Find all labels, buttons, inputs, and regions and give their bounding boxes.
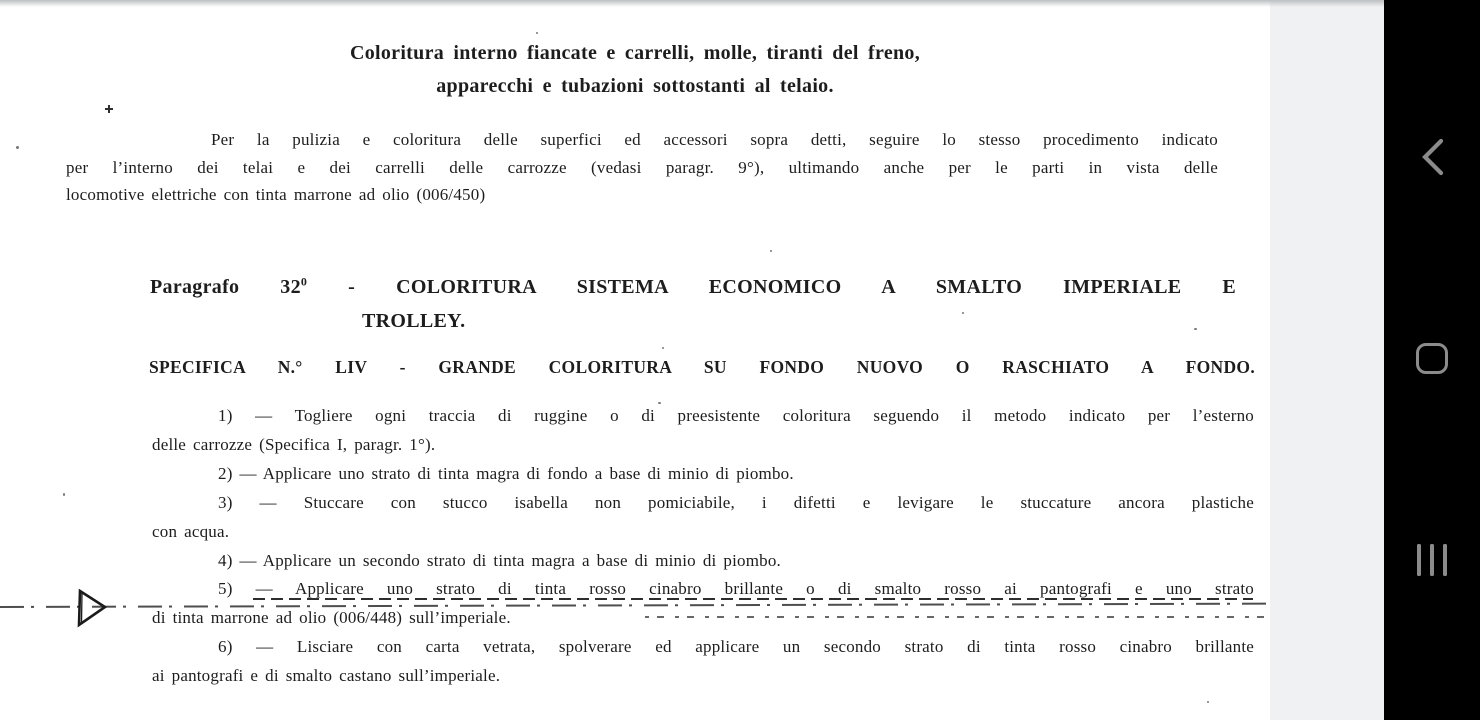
scan-speck: [63, 493, 65, 496]
scan-speck: [770, 250, 772, 252]
document-title-line-2: apparecchi e tubazioni sottostanti al telaio.: [436, 75, 834, 97]
pencil-dashed-underline: [253, 598, 1253, 600]
app-background: [1270, 0, 1384, 720]
item-3-line-1: 3) — Stuccare con stucco isabella non pomiciabile, i difetti e levigare le stuccature ancora plastiche: [218, 492, 1254, 512]
item-3-line-2: con acqua.: [152, 521, 230, 541]
back-chevron-icon: [1419, 137, 1445, 177]
home-button[interactable]: [1384, 330, 1480, 386]
scan-cross-mark: [105, 105, 113, 113]
numbered-list: [152, 402, 1254, 691]
paragraph-32-heading: [150, 270, 1236, 338]
scan-speck: [1194, 328, 1197, 330]
item-6-line-2: ai pantografi e di smalto castano sull’imperiale.: [152, 666, 501, 686]
item-1-line-1: 1) — Togliere ogni traccia di ruggine o di preesistente coloritura seguendo il metodo indicato per l’esterno: [218, 406, 1254, 425]
android-navigation-bar: [1384, 0, 1480, 720]
scan-speck: [962, 312, 964, 314]
paragraph-32-heading-line-2: TROLLEY.: [362, 310, 466, 332]
intro-line-2: per l’interno dei telai e dei carrelli delle carrozze (vedasi paragr. 9°), ultimando anche per le parti in vista delle: [66, 157, 1218, 177]
paragraph-32-title: COLORITURA SISTEMA ECONOMICO A SMALTO IMPERIALE E: [396, 276, 1236, 298]
paragraph-32-superscript: 0: [300, 274, 308, 289]
item-6-line-1: 6) — Lisciare con carta vetrata, spolverare ed applicare un secondo strato di tinta rosso cinabro brillante: [218, 637, 1254, 657]
pencil-dotted-line: [645, 616, 1270, 618]
scan-speck: [1207, 701, 1209, 703]
back-button[interactable]: [1384, 129, 1480, 185]
hand-drawn-arrow-marker: [72, 588, 110, 630]
scan-speck: [536, 32, 538, 34]
item-5-line-1: 5) — Applicare uno strato di tinta rosso cinabro brillante o di smalto rosso ai pantografi e uno strato: [218, 579, 1254, 599]
recent-apps-icon: [1417, 544, 1447, 576]
paragraph-32-separator: -: [307, 276, 397, 298]
scan-speck: [662, 347, 664, 349]
scan-speck: [658, 402, 661, 404]
specifica-heading: SPECIFICA N.° LIV - GRANDE COLORITURA SU FONDO NUOVO O RASCHIATO A FONDO.: [149, 357, 1255, 377]
item-1-line-2: delle carrozze (Specifica I, paragr. 1°).: [152, 434, 436, 454]
recents-button[interactable]: [1384, 532, 1480, 588]
document-title: [60, 37, 1210, 103]
top-edge-shadow: [0, 0, 1384, 7]
intro-line-3: locomotive elettriche con tinta marrone ad olio (006/450): [66, 185, 486, 204]
item-2-line-1: 2) — Applicare uno strato di tinta magra di fondo a base di minio di piombo.: [218, 463, 794, 483]
item-5-line-2: di tinta marrone ad olio (006/448) sull’imperiale.: [152, 608, 511, 628]
home-squircle-icon: [1416, 343, 1448, 374]
intro-paragraph: [66, 126, 1218, 209]
item-4-line-1: 4) — Applicare un secondo strato di tinta magra a base di minio di piombo.: [218, 550, 781, 570]
paragraph-32-label: Paragrafo 32: [150, 276, 301, 298]
intro-line-1: Per la pulizia e coloritura delle superfici ed accessori sopra detti, seguire lo stesso procedimento indicato: [211, 130, 1218, 149]
triangle-arrow-icon: [72, 588, 110, 630]
paragraph-32-heading-line-1: [150, 270, 1236, 304]
scan-speck: [16, 146, 19, 149]
document-title-line-1: Coloritura interno fiancate e carrelli, molle, tiranti del freno,: [349, 42, 921, 64]
